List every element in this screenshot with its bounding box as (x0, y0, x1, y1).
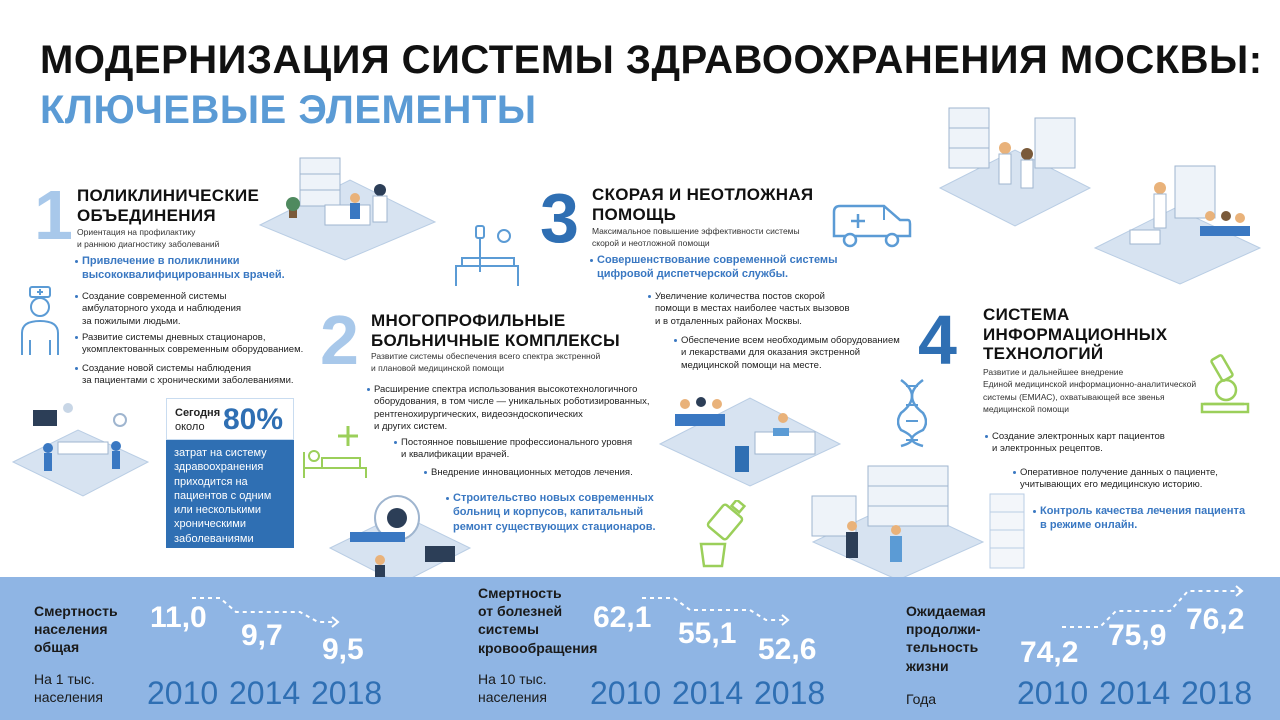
section-4-number: 4 (918, 301, 957, 379)
section-1-bullet: Развитие системы дневных стационаров, укомплектованных современным оборудованием. (75, 332, 303, 357)
section-3-bullet: Увеличение количества постов скорой помощи в местах наиболее частых вызовов и в отдаленных районах Москвы. (648, 291, 850, 328)
metric-2-unit: На 10 тыс. населения (478, 671, 547, 706)
operating-room-illustration (8, 400, 158, 500)
section-2-bullet: Постоянное повышение профессионального уровня и квалификации врачей. (394, 437, 632, 462)
section-4-subtitle: Развитие и дальнейшее внедрение Единой медицинской информационно-аналитической системы (ЕМИАС), охватывающей все звенья медицинской помощи (983, 367, 1197, 414)
metric-1-value-2014: 9,7 (241, 619, 283, 652)
metric-3-label: Ожидаемая продолжи- тельность жизни (906, 603, 986, 674)
section-2-bullet: Расширение спектра использования высокотехнологичного оборудования, в том числе — уникальных роботизированных, рентгенохирургических, видеоэндоскопических и других систем. (367, 384, 649, 433)
nurse-icon (18, 285, 62, 357)
page-title: МОДЕРНИЗАЦИЯ СИСТЕМЫ ЗДРАВООХРАНЕНИЯ МОСКВЫ: (40, 38, 1263, 82)
section-1-title: ПОЛИКЛИНИЧЕСКИЕ ОБЪЕДИНЕНИЯ (77, 186, 260, 225)
metric-3-year: 2014 (1099, 675, 1171, 711)
stat-description: затрат на систему здравоохранения приходится на пациентов с одним или несколькими хроническими заболеваниями (174, 447, 272, 545)
medicine-bottle-icon (695, 500, 755, 568)
metric-3-value-2018: 76,2 (1186, 603, 1245, 636)
lab-illustration (935, 98, 1095, 228)
dna-icon (897, 378, 927, 448)
metric-1-value-2010: 11,0 (150, 601, 207, 634)
metric-1-year: 2014 (229, 675, 301, 711)
section-2-bullet: Внедрение инновационных методов лечения. (424, 467, 633, 479)
metric-3-year: 2010 (1017, 675, 1089, 711)
metric-2-value-2014: 55,1 (678, 617, 737, 650)
stat-percent: 80% (223, 403, 284, 436)
section-4-title: СИСТЕМА ИНФОРМАЦИОННЫХ ТЕХНОЛОГИЙ (983, 305, 1168, 364)
metric-3-value-2010: 74,2 (1020, 636, 1079, 669)
shelf-illustration (988, 492, 1026, 570)
section-4-highlight: Контроль качества лечения пациента в режиме онлайн. (1033, 504, 1245, 533)
metric-3-year: 2018 (1181, 675, 1253, 711)
section-3-title: СКОРАЯ И НЕОТЛОЖНАЯ ПОМОЩЬ (592, 185, 814, 224)
section-2-highlight: Строительство новых современных больниц и корпусов, капитальный ремонт существующих стационаров. (446, 491, 656, 534)
metric-3-unit: Года (906, 691, 937, 707)
ambulance-icon (830, 202, 914, 248)
section-2-title: МНОГОПРОФИЛЬНЫЕ БОЛЬНИЧНЫЕ КОМПЛЕКСЫ (371, 311, 620, 350)
bed-cross-icon (300, 424, 370, 480)
section-3-highlight: Совершенствование современной системы цифровой диспетчерской службы. (590, 253, 837, 282)
section-4-bullet: Оперативное получение данных о пациенте, учитывающих его медицинскую историю. (1013, 467, 1218, 492)
section-2-subtitle: Развитие системы обеспечения всего спектра экстренной и плановой медицинской помощи (371, 351, 601, 374)
microscope-icon (1198, 352, 1252, 416)
section-3-bullet: Обеспечение всем необходимым оборудованием и лекарствами для оказания экстренной медицинской помощи на месте. (674, 335, 900, 372)
stat-box (166, 398, 294, 548)
section-3-subtitle: Максимальное повышение эффективности системы скорой и неотложной помощи (592, 226, 800, 249)
stat-line-1: Сегодня (175, 407, 221, 419)
section-1-bullet: Создание новой системы наблюдения за пациентами с хроническими заболеваниями. (75, 363, 294, 388)
metric-2-year: 2014 (672, 675, 744, 711)
section-1-bullet: Создание современной системы амбулаторного ухода и наблюдения за пожилыми людьми. (75, 291, 241, 328)
metric-2-label: Смертность от болезней системы кровообращения (478, 585, 598, 656)
section-1-highlight: Привлечение в поликлиники высококвалифицированных врачей. (75, 254, 285, 283)
section-1-number: 1 (34, 176, 73, 254)
metric-2-year: 2010 (590, 675, 662, 711)
pharmacy-illustration (808, 462, 988, 582)
section-2-number: 2 (320, 301, 359, 379)
metric-1-unit: На 1 тыс. населения (34, 671, 103, 706)
metric-1-year: 2010 (147, 675, 219, 711)
metric-3-value-2014: 75,9 (1108, 619, 1167, 652)
metric-2-year: 2018 (754, 675, 826, 711)
metric-1-value-2018: 9,5 (322, 633, 364, 666)
section-3-number: 3 (540, 179, 579, 257)
mri-room-illustration (325, 488, 475, 588)
metric-1-label: Смертность населения общая (34, 603, 118, 656)
stat-line-2: около (175, 421, 205, 433)
clinic-office-illustration (255, 150, 440, 262)
metric-2-value-2010: 62,1 (593, 601, 652, 634)
section-1-subtitle: Ориентация на профилактику и раннюю диагностику заболеваний (77, 227, 220, 250)
metric-1-year: 2018 (311, 675, 383, 711)
metric-2-value-2018: 52,6 (758, 633, 817, 666)
page-subtitle: КЛЮЧЕВЫЕ ЭЛЕМЕНТЫ (40, 88, 537, 132)
waiting-area-illustration (1090, 160, 1265, 285)
iv-bed-icon (452, 222, 522, 292)
section-4-bullet: Создание электронных карт пациентов и электронных рецептов. (985, 431, 1165, 456)
